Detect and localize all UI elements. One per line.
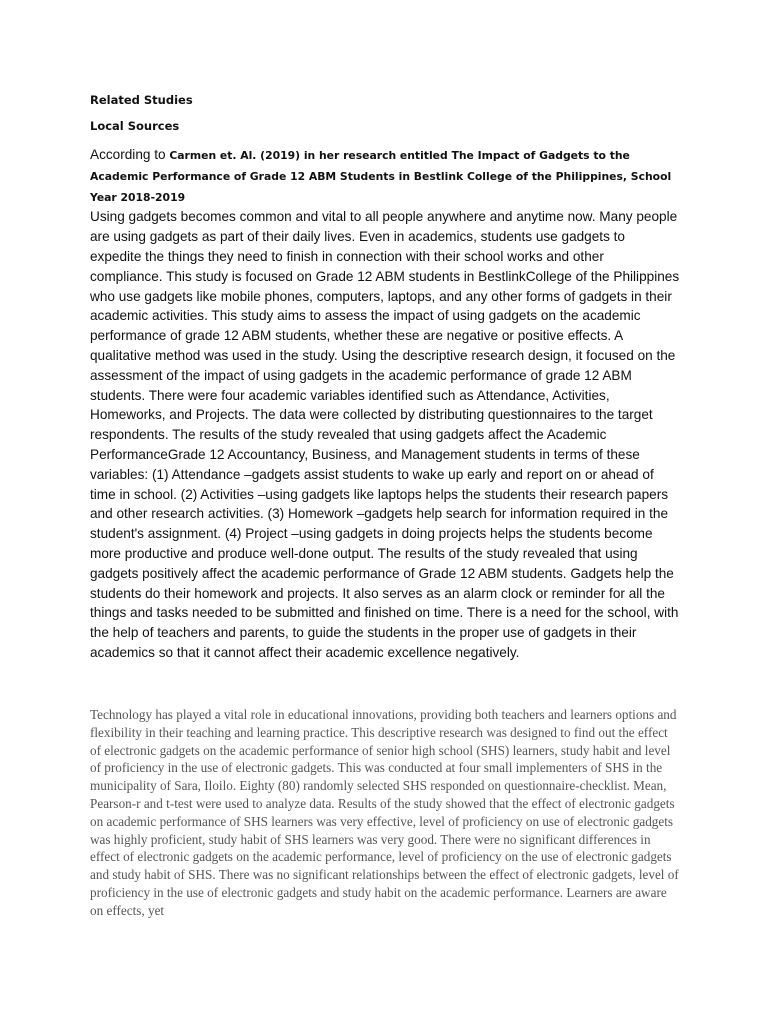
section-heading: Related Studies xyxy=(90,93,193,107)
study-summary: Using gadgets becomes common and vital to all people anywhere and anytime now. Many people are using gadgets as part of their daily lives. Even in academics, students use gadgets to expedite the things they need to finish in connection with their school works and other compliance. This study is focused on Grade 12 ABM students in BestlinkCollege of the Philippines who use gadgets like mobile phones, computers, laptops, and any other forms of gadgets in their academic activities. This study aims to assess the impact of using gadgets on the academic performance of grade 12 ABM students, whether these are negative or positive effects. A qualitative method was used in the study. Using the descriptive research design, it focused on the assessment of the impact of using gadgets in the academic performance of grade 12 ABM students. There were four academic variables identified such as Attendance, Activities, Homeworks, and Projects. The data were collected by distributing questionnaires to the target respondents. The results of the study revealed that using gadgets affect the Academic PerformanceGrade 12 Accountancy, Business, and Management students in terms of these variables: (1) Attendance –gadgets assist students to wake up early and report on or ahead of time in school. (2) Activities –using gadgets like laptops helps the students their research papers and other research activities. (3) Homework –gadgets help search for information required in the student's assignment. (4) Project –using gadgets in doing projects helps the students become more productive and produce well-done output. The results of the study revealed that using gadgets positively affect the academic performance of Grade 12 ABM students. Gadgets help the students do their homework and projects. It also serves as an alarm clock or reminder for all the things and tasks needed to be submitted and finished on time. There is a need for the school, with the help of teachers and parents, to guide the students in the proper use of gadgets in their academics so that it cannot affect their academic excellence negatively. xyxy=(90,209,680,660)
document-body xyxy=(90,93,680,663)
study-intro xyxy=(90,145,680,207)
citation: Carmen et. Al. (2019) in her research entitled The Impact of Gadgets to the Academic Performance of Grade 12 ABM Students in Bestlink College of the Philippines, School Year 2018-2019 xyxy=(90,149,672,204)
intro-lead: According to xyxy=(90,147,170,162)
section-subheading: Local Sources xyxy=(90,119,180,133)
abstract-paragraph: Technology has played a vital role in educational innovations, providing both teachers and learners options and flexibility in their teaching and learning practice. This descriptive research was designed to find out the effect of electronic gadgets on the academic performance of senior high school (SHS) learners, study habit and level of proficiency in the use of electronic gadgets. This was conducted at four small implementers of SHS in the municipality of Sara, Iloilo. Eighty (80) randomly selected SHS responded on questionnaire-checklist. Mean, Pearson-r and t-test were used to analyze data. Results of the study showed that the effect of electronic gadgets on academic performance of SHS learners was very effective, level of proficiency on use of electronic gadgets was highly proficient, study habit of SHS learners was very good. There were no significant differences in effect of electronic gadgets on the academic performance, level of proficiency on the use of electronic gadgets and study habit of SHS. There was no significant relationships between the effect of electronic gadgets, level of proficiency in the use of electronic gadgets and study habit on the academic performance. Learners are aware on effects, yet xyxy=(90,707,679,918)
